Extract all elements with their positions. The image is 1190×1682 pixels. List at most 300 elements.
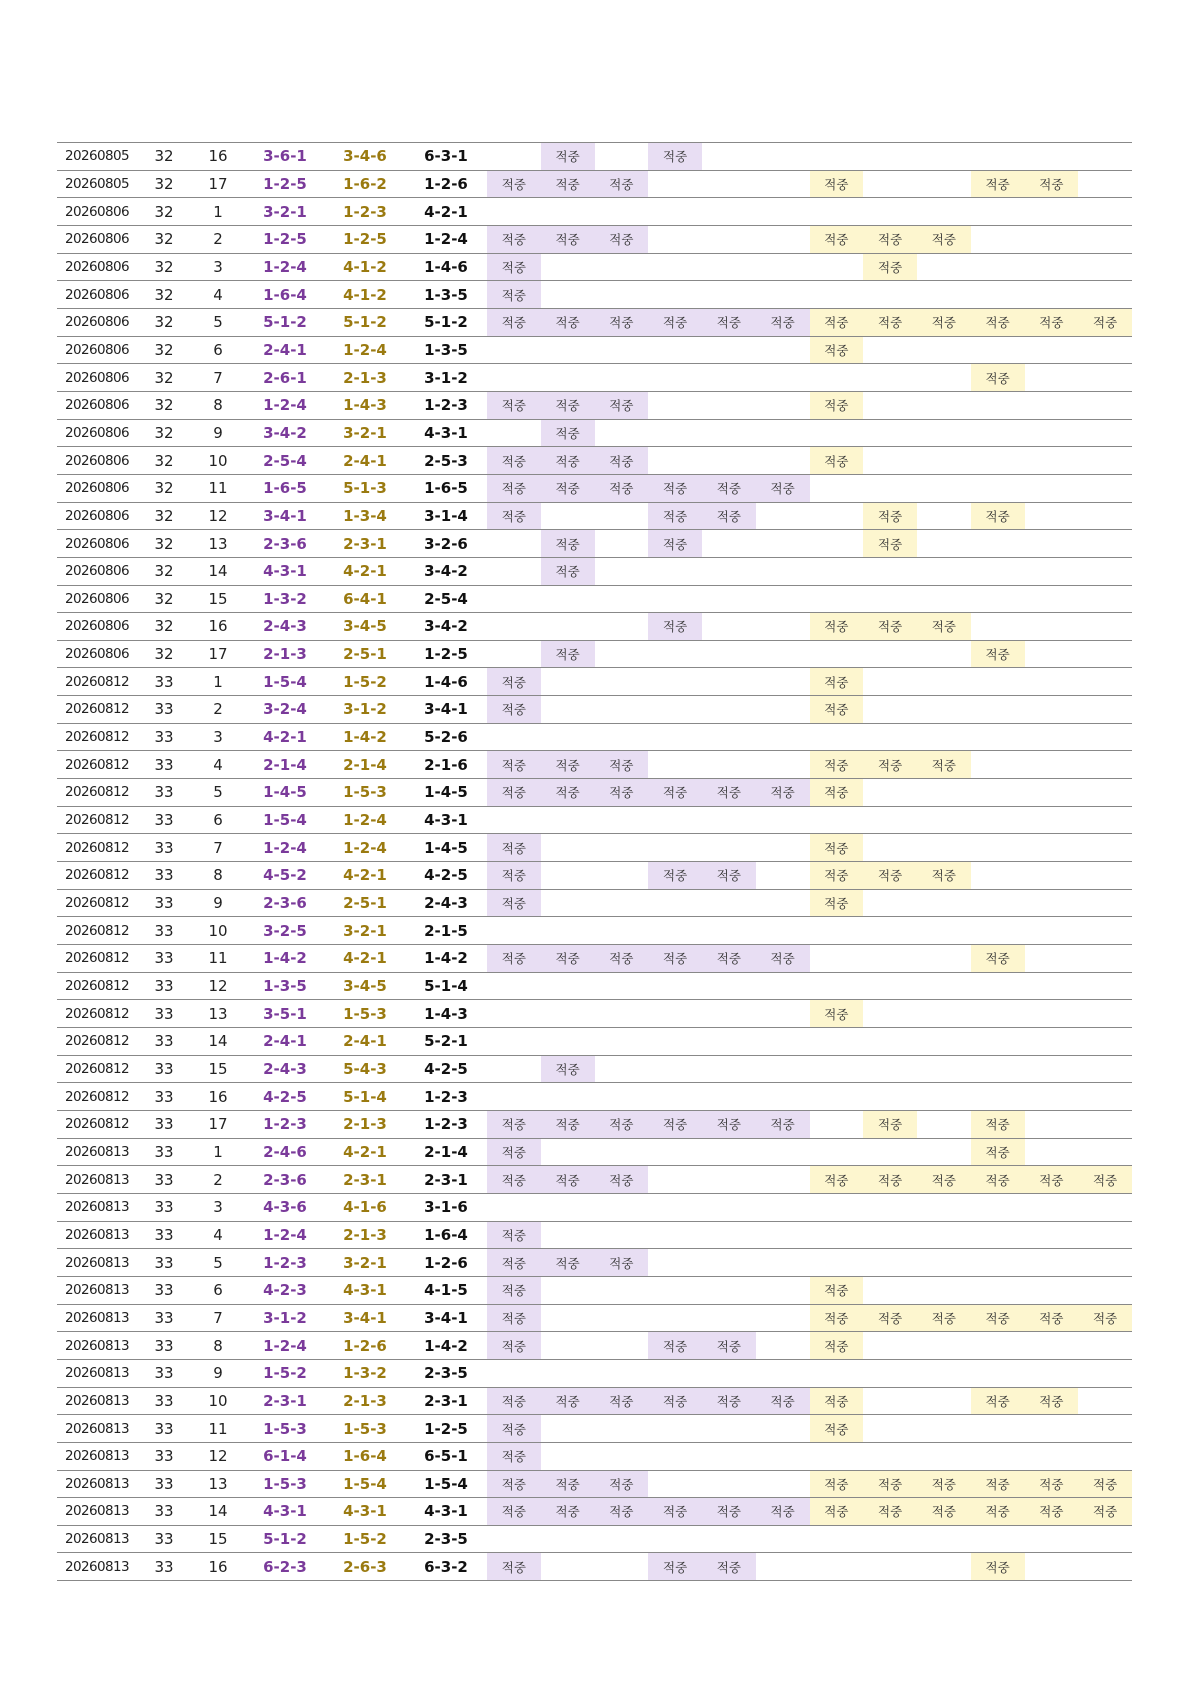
hit-mark-cell xyxy=(756,972,810,1000)
hit-mark-cell: 적중 xyxy=(487,253,541,281)
pick-b-cell: 1-5-3 xyxy=(325,1415,405,1443)
hit-mark-cell xyxy=(541,585,595,613)
hit-mark-cell xyxy=(1078,1415,1132,1443)
hit-mark-cell: 적중 xyxy=(810,447,864,475)
hit-mark-cell xyxy=(917,419,971,447)
hit-mark-cell xyxy=(810,585,864,613)
hit-mark-cell: 적중 xyxy=(810,170,864,198)
hit-mark-cell: 적중 xyxy=(1025,308,1079,336)
hit-mark-cell xyxy=(648,640,702,668)
hit-mark-cell xyxy=(648,391,702,419)
hit-mark-cell xyxy=(756,806,810,834)
hit-mark-cell xyxy=(595,806,649,834)
table-row xyxy=(57,502,1132,530)
table-row xyxy=(57,391,1132,419)
table-row xyxy=(57,806,1132,834)
pick-b-cell: 4-3-1 xyxy=(325,1276,405,1304)
hit-mark-cell xyxy=(541,1525,595,1553)
race-number-cell: 16 xyxy=(191,143,245,171)
hit-mark-cell xyxy=(648,336,702,364)
hit-mark-cell xyxy=(702,1304,756,1332)
hit-mark-cell: 적중 xyxy=(863,253,917,281)
table-row xyxy=(57,1083,1132,1111)
hit-mark-cell xyxy=(1078,1083,1132,1111)
hit-mark-cell xyxy=(756,1138,810,1166)
hit-mark-cell xyxy=(1025,1525,1079,1553)
pick-b-cell: 2-6-3 xyxy=(325,1553,405,1581)
table-row xyxy=(57,308,1132,336)
hit-mark-cell xyxy=(1078,253,1132,281)
hit-mark-cell: 적중 xyxy=(541,1387,595,1415)
hit-mark-cell xyxy=(541,1193,595,1221)
hit-mark-cell xyxy=(487,530,541,558)
table-row xyxy=(57,1415,1132,1443)
hit-mark-cell xyxy=(702,336,756,364)
hit-mark-cell xyxy=(756,170,810,198)
pick-b-cell: 1-5-2 xyxy=(325,1525,405,1553)
hit-mark-cell: 적중 xyxy=(971,1387,1025,1415)
hit-mark-cell: 적중 xyxy=(863,751,917,779)
hit-mark-cell: 적중 xyxy=(1078,1166,1132,1194)
result-cell: 1-2-3 xyxy=(405,1110,487,1138)
hit-mark-cell xyxy=(863,336,917,364)
race-date-cell: 20260812 xyxy=(57,1028,137,1056)
hit-mark-cell: 적중 xyxy=(595,1470,649,1498)
hit-mark-cell xyxy=(971,696,1025,724)
hit-mark-cell xyxy=(1025,530,1079,558)
hit-mark-cell xyxy=(648,668,702,696)
hit-mark-cell xyxy=(971,585,1025,613)
table-row xyxy=(57,557,1132,585)
pick-b-cell: 2-5-1 xyxy=(325,889,405,917)
hit-mark-cell xyxy=(1078,198,1132,226)
race-number-cell: 7 xyxy=(191,834,245,862)
hit-mark-cell xyxy=(702,917,756,945)
hit-mark-cell xyxy=(1025,834,1079,862)
round-number-cell: 32 xyxy=(137,613,191,641)
pick-b-cell: 1-3-4 xyxy=(325,502,405,530)
hit-mark-cell: 적중 xyxy=(595,1249,649,1277)
hit-mark-cell: 적중 xyxy=(810,308,864,336)
result-cell: 4-3-1 xyxy=(405,419,487,447)
hit-mark-cell xyxy=(917,834,971,862)
hit-mark-cell xyxy=(1078,281,1132,309)
race-date-cell: 20260805 xyxy=(57,170,137,198)
result-cell: 1-2-5 xyxy=(405,1415,487,1443)
hit-mark-cell xyxy=(971,613,1025,641)
hit-mark-cell xyxy=(1025,1553,1079,1581)
hit-mark-cell: 적중 xyxy=(863,502,917,530)
pick-a-cell: 1-4-5 xyxy=(245,779,325,807)
hit-mark-cell xyxy=(648,806,702,834)
table-row xyxy=(57,364,1132,392)
hit-mark-cell xyxy=(702,1442,756,1470)
hit-mark-cell xyxy=(756,1470,810,1498)
hit-mark-cell: 적중 xyxy=(487,779,541,807)
hit-mark-cell xyxy=(1078,225,1132,253)
hit-mark-cell xyxy=(487,1359,541,1387)
hit-mark-cell: 적중 xyxy=(756,1110,810,1138)
hit-mark-cell: 적중 xyxy=(595,308,649,336)
result-cell: 3-1-6 xyxy=(405,1193,487,1221)
race-number-cell: 2 xyxy=(191,696,245,724)
hit-mark-cell: 적중 xyxy=(487,1276,541,1304)
result-cell: 1-4-2 xyxy=(405,1332,487,1360)
table-row xyxy=(57,696,1132,724)
hit-mark-cell: 적중 xyxy=(487,1332,541,1360)
hit-mark-cell xyxy=(917,1415,971,1443)
hit-mark-cell xyxy=(756,1221,810,1249)
hit-mark-cell: 적중 xyxy=(917,613,971,641)
hit-mark-cell xyxy=(702,530,756,558)
hit-mark-cell: 적중 xyxy=(487,1387,541,1415)
hit-mark-cell: 적중 xyxy=(1078,1304,1132,1332)
hit-mark-cell xyxy=(1078,1000,1132,1028)
round-number-cell: 33 xyxy=(137,1193,191,1221)
hit-mark-cell: 적중 xyxy=(810,613,864,641)
hit-mark-cell xyxy=(648,364,702,392)
hit-mark-cell xyxy=(1025,557,1079,585)
race-date-cell: 20260806 xyxy=(57,585,137,613)
hit-mark-cell xyxy=(487,1055,541,1083)
round-number-cell: 33 xyxy=(137,696,191,724)
hit-mark-cell xyxy=(541,889,595,917)
hit-mark-cell xyxy=(648,198,702,226)
hit-mark-cell: 적중 xyxy=(595,1498,649,1526)
result-cell: 1-4-5 xyxy=(405,779,487,807)
hit-mark-cell xyxy=(1078,447,1132,475)
hit-mark-cell xyxy=(917,391,971,419)
pick-b-cell: 3-2-1 xyxy=(325,917,405,945)
hit-mark-cell xyxy=(648,225,702,253)
race-number-cell: 12 xyxy=(191,502,245,530)
result-cell: 4-2-5 xyxy=(405,1055,487,1083)
hit-mark-cell: 적중 xyxy=(541,308,595,336)
race-number-cell: 15 xyxy=(191,585,245,613)
hit-mark-cell xyxy=(648,889,702,917)
hit-mark-cell xyxy=(1025,668,1079,696)
hit-mark-cell: 적중 xyxy=(863,1470,917,1498)
hit-mark-cell xyxy=(917,723,971,751)
hit-mark-cell xyxy=(756,613,810,641)
hit-mark-cell: 적중 xyxy=(1025,170,1079,198)
race-date-cell: 20260813 xyxy=(57,1193,137,1221)
pick-a-cell: 2-3-1 xyxy=(245,1387,325,1415)
hit-mark-cell: 적중 xyxy=(595,1387,649,1415)
hit-mark-cell xyxy=(917,1442,971,1470)
hit-mark-cell xyxy=(487,1000,541,1028)
pick-b-cell: 1-5-3 xyxy=(325,779,405,807)
hit-mark-cell xyxy=(971,336,1025,364)
hit-mark-cell xyxy=(1078,668,1132,696)
hit-mark-cell xyxy=(810,1359,864,1387)
round-number-cell: 33 xyxy=(137,1028,191,1056)
race-number-cell: 7 xyxy=(191,364,245,392)
round-number-cell: 32 xyxy=(137,419,191,447)
pick-a-cell: 2-1-4 xyxy=(245,751,325,779)
hit-mark-cell xyxy=(595,1221,649,1249)
hit-mark-cell: 적중 xyxy=(487,1166,541,1194)
race-date-cell: 20260812 xyxy=(57,945,137,973)
hit-mark-cell xyxy=(595,419,649,447)
hit-mark-cell xyxy=(595,502,649,530)
hit-mark-cell xyxy=(863,1249,917,1277)
hit-mark-cell: 적중 xyxy=(810,779,864,807)
hit-mark-cell: 적중 xyxy=(648,1498,702,1526)
hit-mark-cell xyxy=(810,1249,864,1277)
race-number-cell: 7 xyxy=(191,1304,245,1332)
hit-mark-cell xyxy=(1025,419,1079,447)
hit-mark-cell xyxy=(756,640,810,668)
hit-mark-cell xyxy=(541,1221,595,1249)
hit-mark-cell xyxy=(648,1304,702,1332)
race-number-cell: 6 xyxy=(191,1276,245,1304)
pick-a-cell: 3-2-5 xyxy=(245,917,325,945)
race-number-cell: 4 xyxy=(191,751,245,779)
pick-b-cell: 2-5-1 xyxy=(325,640,405,668)
pick-b-cell: 3-4-6 xyxy=(325,143,405,171)
hit-mark-cell: 적중 xyxy=(702,308,756,336)
hit-mark-cell xyxy=(756,834,810,862)
hit-mark-cell xyxy=(971,1028,1025,1056)
race-date-cell: 20260806 xyxy=(57,225,137,253)
hit-mark-cell: 적중 xyxy=(487,502,541,530)
hit-mark-cell xyxy=(648,917,702,945)
race-date-cell: 20260812 xyxy=(57,972,137,1000)
hit-mark-cell xyxy=(810,1110,864,1138)
race-date-cell: 20260812 xyxy=(57,1110,137,1138)
hit-mark-cell xyxy=(595,862,649,890)
table-row xyxy=(57,1332,1132,1360)
race-number-cell: 12 xyxy=(191,1442,245,1470)
hit-mark-cell xyxy=(756,1249,810,1277)
hit-mark-cell xyxy=(1078,391,1132,419)
hit-mark-cell xyxy=(487,972,541,1000)
race-date-cell: 20260812 xyxy=(57,723,137,751)
hit-mark-cell xyxy=(810,1083,864,1111)
round-number-cell: 32 xyxy=(137,308,191,336)
round-number-cell: 33 xyxy=(137,1470,191,1498)
hit-mark-cell xyxy=(487,806,541,834)
hit-mark-cell xyxy=(595,198,649,226)
hit-mark-cell xyxy=(1025,972,1079,1000)
hit-mark-cell: 적중 xyxy=(702,1332,756,1360)
pick-b-cell: 4-1-2 xyxy=(325,281,405,309)
hit-mark-cell xyxy=(1025,1249,1079,1277)
pick-b-cell: 1-3-2 xyxy=(325,1359,405,1387)
hit-mark-cell: 적중 xyxy=(541,447,595,475)
hit-mark-cell xyxy=(863,1193,917,1221)
pick-a-cell: 1-3-5 xyxy=(245,972,325,1000)
race-number-cell: 16 xyxy=(191,1553,245,1581)
pick-b-cell: 2-1-3 xyxy=(325,1110,405,1138)
hit-mark-cell xyxy=(1025,391,1079,419)
hit-mark-cell xyxy=(1078,502,1132,530)
hit-mark-cell xyxy=(702,889,756,917)
hit-mark-cell xyxy=(810,1055,864,1083)
pick-a-cell: 4-2-1 xyxy=(245,723,325,751)
hit-mark-cell: 적중 xyxy=(541,779,595,807)
result-cell: 1-2-3 xyxy=(405,1083,487,1111)
table-body xyxy=(57,143,1132,1581)
hit-mark-cell: 적중 xyxy=(863,530,917,558)
race-number-cell: 15 xyxy=(191,1525,245,1553)
hit-mark-cell: 적중 xyxy=(810,336,864,364)
race-date-cell: 20260813 xyxy=(57,1387,137,1415)
race-number-cell: 5 xyxy=(191,779,245,807)
hit-mark-cell xyxy=(541,1304,595,1332)
hit-mark-cell xyxy=(756,1442,810,1470)
hit-mark-cell xyxy=(595,557,649,585)
hit-mark-cell xyxy=(917,668,971,696)
hit-mark-cell xyxy=(756,696,810,724)
table-row xyxy=(57,585,1132,613)
table-row xyxy=(57,1525,1132,1553)
round-number-cell: 33 xyxy=(137,834,191,862)
hit-mark-cell: 적중 xyxy=(810,751,864,779)
hit-mark-cell xyxy=(917,281,971,309)
table-row xyxy=(57,1442,1132,1470)
pick-a-cell: 5-1-2 xyxy=(245,308,325,336)
hit-mark-cell: 적중 xyxy=(971,502,1025,530)
hit-mark-cell xyxy=(756,1055,810,1083)
round-number-cell: 32 xyxy=(137,336,191,364)
hit-mark-cell xyxy=(1078,1249,1132,1277)
pick-a-cell: 4-2-3 xyxy=(245,1276,325,1304)
pick-a-cell: 2-4-6 xyxy=(245,1138,325,1166)
hit-mark-cell xyxy=(917,1083,971,1111)
hit-mark-cell xyxy=(810,1138,864,1166)
round-number-cell: 33 xyxy=(137,1276,191,1304)
table-row xyxy=(57,640,1132,668)
round-number-cell: 33 xyxy=(137,1304,191,1332)
hit-mark-cell: 적중 xyxy=(487,391,541,419)
hit-mark-cell: 적중 xyxy=(487,1442,541,1470)
race-number-cell: 1 xyxy=(191,668,245,696)
hit-mark-cell xyxy=(648,557,702,585)
hit-mark-cell xyxy=(863,640,917,668)
hit-mark-cell xyxy=(648,834,702,862)
hit-mark-cell xyxy=(1025,806,1079,834)
hit-mark-cell xyxy=(863,696,917,724)
hit-mark-cell: 적중 xyxy=(487,1415,541,1443)
race-date-cell: 20260806 xyxy=(57,364,137,392)
hit-mark-cell xyxy=(917,972,971,1000)
result-cell: 2-3-5 xyxy=(405,1359,487,1387)
hit-mark-cell xyxy=(648,1249,702,1277)
hit-mark-cell xyxy=(917,474,971,502)
hit-mark-cell: 적중 xyxy=(863,1166,917,1194)
hit-mark-cell: 적중 xyxy=(541,530,595,558)
hit-mark-cell xyxy=(595,1525,649,1553)
hit-mark-cell: 적중 xyxy=(648,779,702,807)
hit-mark-cell xyxy=(756,143,810,171)
hit-mark-cell xyxy=(487,640,541,668)
hit-mark-cell: 적중 xyxy=(971,945,1025,973)
race-number-cell: 16 xyxy=(191,613,245,641)
pick-a-cell: 4-5-2 xyxy=(245,862,325,890)
race-number-cell: 13 xyxy=(191,1000,245,1028)
hit-mark-cell xyxy=(1078,1193,1132,1221)
hit-mark-cell: 적중 xyxy=(810,1332,864,1360)
result-cell: 3-1-4 xyxy=(405,502,487,530)
hit-mark-cell xyxy=(917,502,971,530)
hit-mark-cell xyxy=(756,668,810,696)
result-cell: 4-3-1 xyxy=(405,806,487,834)
table-row xyxy=(57,723,1132,751)
hit-mark-cell xyxy=(1078,1110,1132,1138)
hit-mark-cell: 적중 xyxy=(702,474,756,502)
hit-mark-cell xyxy=(810,530,864,558)
hit-mark-cell: 적중 xyxy=(810,889,864,917)
hit-mark-cell xyxy=(595,723,649,751)
race-date-cell: 20260813 xyxy=(57,1442,137,1470)
hit-mark-cell xyxy=(756,1000,810,1028)
hit-mark-cell xyxy=(756,751,810,779)
hit-mark-cell xyxy=(917,917,971,945)
hit-mark-cell xyxy=(487,613,541,641)
pick-a-cell: 1-2-5 xyxy=(245,225,325,253)
hit-mark-cell: 적중 xyxy=(702,779,756,807)
hit-mark-cell: 적중 xyxy=(648,613,702,641)
hit-mark-cell xyxy=(863,391,917,419)
hit-mark-cell xyxy=(810,945,864,973)
hit-mark-cell xyxy=(595,834,649,862)
hit-mark-cell xyxy=(863,945,917,973)
hit-mark-cell: 적중 xyxy=(1025,1498,1079,1526)
hit-mark-cell xyxy=(648,1055,702,1083)
hit-mark-cell xyxy=(810,1553,864,1581)
hit-mark-cell xyxy=(917,1000,971,1028)
hit-mark-cell xyxy=(648,1276,702,1304)
pick-a-cell: 3-5-1 xyxy=(245,1000,325,1028)
hit-mark-cell xyxy=(810,474,864,502)
pick-b-cell: 1-4-2 xyxy=(325,723,405,751)
hit-mark-cell xyxy=(1025,696,1079,724)
pick-a-cell: 2-3-6 xyxy=(245,530,325,558)
hit-mark-cell xyxy=(917,1110,971,1138)
hit-mark-cell xyxy=(917,198,971,226)
pick-b-cell: 2-3-1 xyxy=(325,530,405,558)
hit-mark-cell xyxy=(810,1442,864,1470)
hit-mark-cell xyxy=(595,143,649,171)
hit-mark-cell: 적중 xyxy=(810,668,864,696)
result-cell: 4-1-5 xyxy=(405,1276,487,1304)
hit-mark-cell: 적중 xyxy=(971,1498,1025,1526)
hit-mark-cell: 적중 xyxy=(702,502,756,530)
hit-mark-cell: 적중 xyxy=(487,1221,541,1249)
hit-mark-cell: 적중 xyxy=(971,1110,1025,1138)
hit-mark-cell xyxy=(702,1083,756,1111)
hit-mark-cell xyxy=(541,917,595,945)
pick-a-cell: 1-6-4 xyxy=(245,281,325,309)
race-number-cell: 6 xyxy=(191,336,245,364)
hit-mark-cell: 적중 xyxy=(648,143,702,171)
hit-mark-cell xyxy=(863,1553,917,1581)
hit-mark-cell: 적중 xyxy=(917,1166,971,1194)
round-number-cell: 32 xyxy=(137,170,191,198)
hit-mark-cell: 적중 xyxy=(487,834,541,862)
hit-mark-cell: 적중 xyxy=(648,1387,702,1415)
hit-mark-cell xyxy=(917,1553,971,1581)
hit-mark-cell: 적중 xyxy=(702,945,756,973)
race-number-cell: 2 xyxy=(191,225,245,253)
pick-a-cell: 1-2-4 xyxy=(245,1221,325,1249)
hit-mark-cell: 적중 xyxy=(648,308,702,336)
race-date-cell: 20260812 xyxy=(57,1055,137,1083)
hit-mark-cell xyxy=(1025,889,1079,917)
hit-mark-cell xyxy=(1078,640,1132,668)
